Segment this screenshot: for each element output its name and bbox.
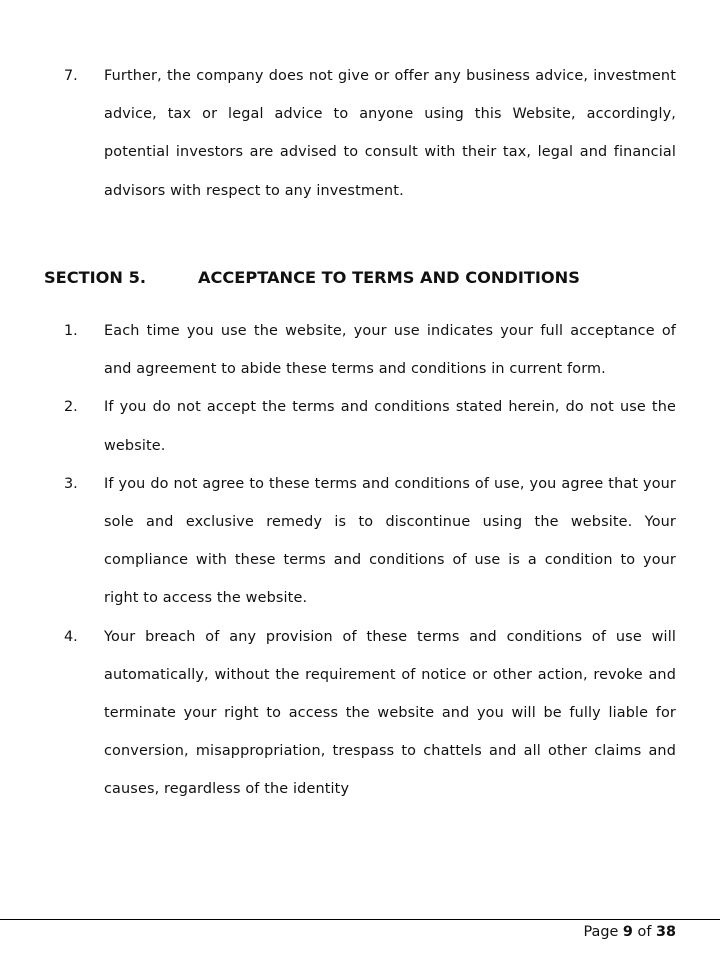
continued-list xyxy=(0,57,720,210)
list-item-text: If you do not agree to these terms and conditions of use, you agree that your sole and exclusive remedy is to discontinue using the website. Your compliance with these terms and conditions of use is a condition to your right to access the website. xyxy=(104,475,676,607)
list-item-number: 4. xyxy=(64,628,78,645)
list-item-text: Each time you use the website, your use indicates your full acceptance of and agreement to abide these terms and conditions in current form. xyxy=(104,323,676,378)
list-item-number: 1. xyxy=(64,323,78,339)
page-footer xyxy=(584,921,677,943)
page-word: Page xyxy=(583,924,619,940)
section-title: ACCEPTANCE TO TERMS AND CONDITIONS xyxy=(198,268,580,287)
list-item xyxy=(0,388,720,464)
current-page-number: 9 xyxy=(622,924,633,940)
section-number: SECTION 5. xyxy=(44,268,147,287)
list-item xyxy=(0,618,720,809)
list-item-text: Your breach of any provision of these terms and conditions of use will automatically, without the requirement of notice or other action, revoke and terminate your right to access the website and you will be fully liable for conversion, misappropriation, trespass to chattels and all other claims and causes, regardless of the identity xyxy=(104,628,676,798)
list-item-text: Further, the company does not give or offer any business advice, investment advice, tax or legal advice to anyone using this Website, accordingly, potential investors are advised to consult with their tax, legal and financial advisors with respect to any investment. xyxy=(104,68,676,199)
section-heading xyxy=(44,262,684,294)
section-list xyxy=(0,312,720,809)
list-item-number: 2. xyxy=(64,399,78,416)
list-item xyxy=(0,57,720,210)
list-item-number: 7. xyxy=(64,68,78,84)
list-item xyxy=(0,465,720,618)
list-item xyxy=(0,312,720,388)
of-word: of xyxy=(637,924,652,940)
list-item-text: If you do not accept the terms and conditions stated herein, do not use the website. xyxy=(104,399,676,454)
footer-divider xyxy=(0,919,720,920)
total-pages-number: 38 xyxy=(655,924,676,940)
list-item-number: 3. xyxy=(64,475,78,492)
